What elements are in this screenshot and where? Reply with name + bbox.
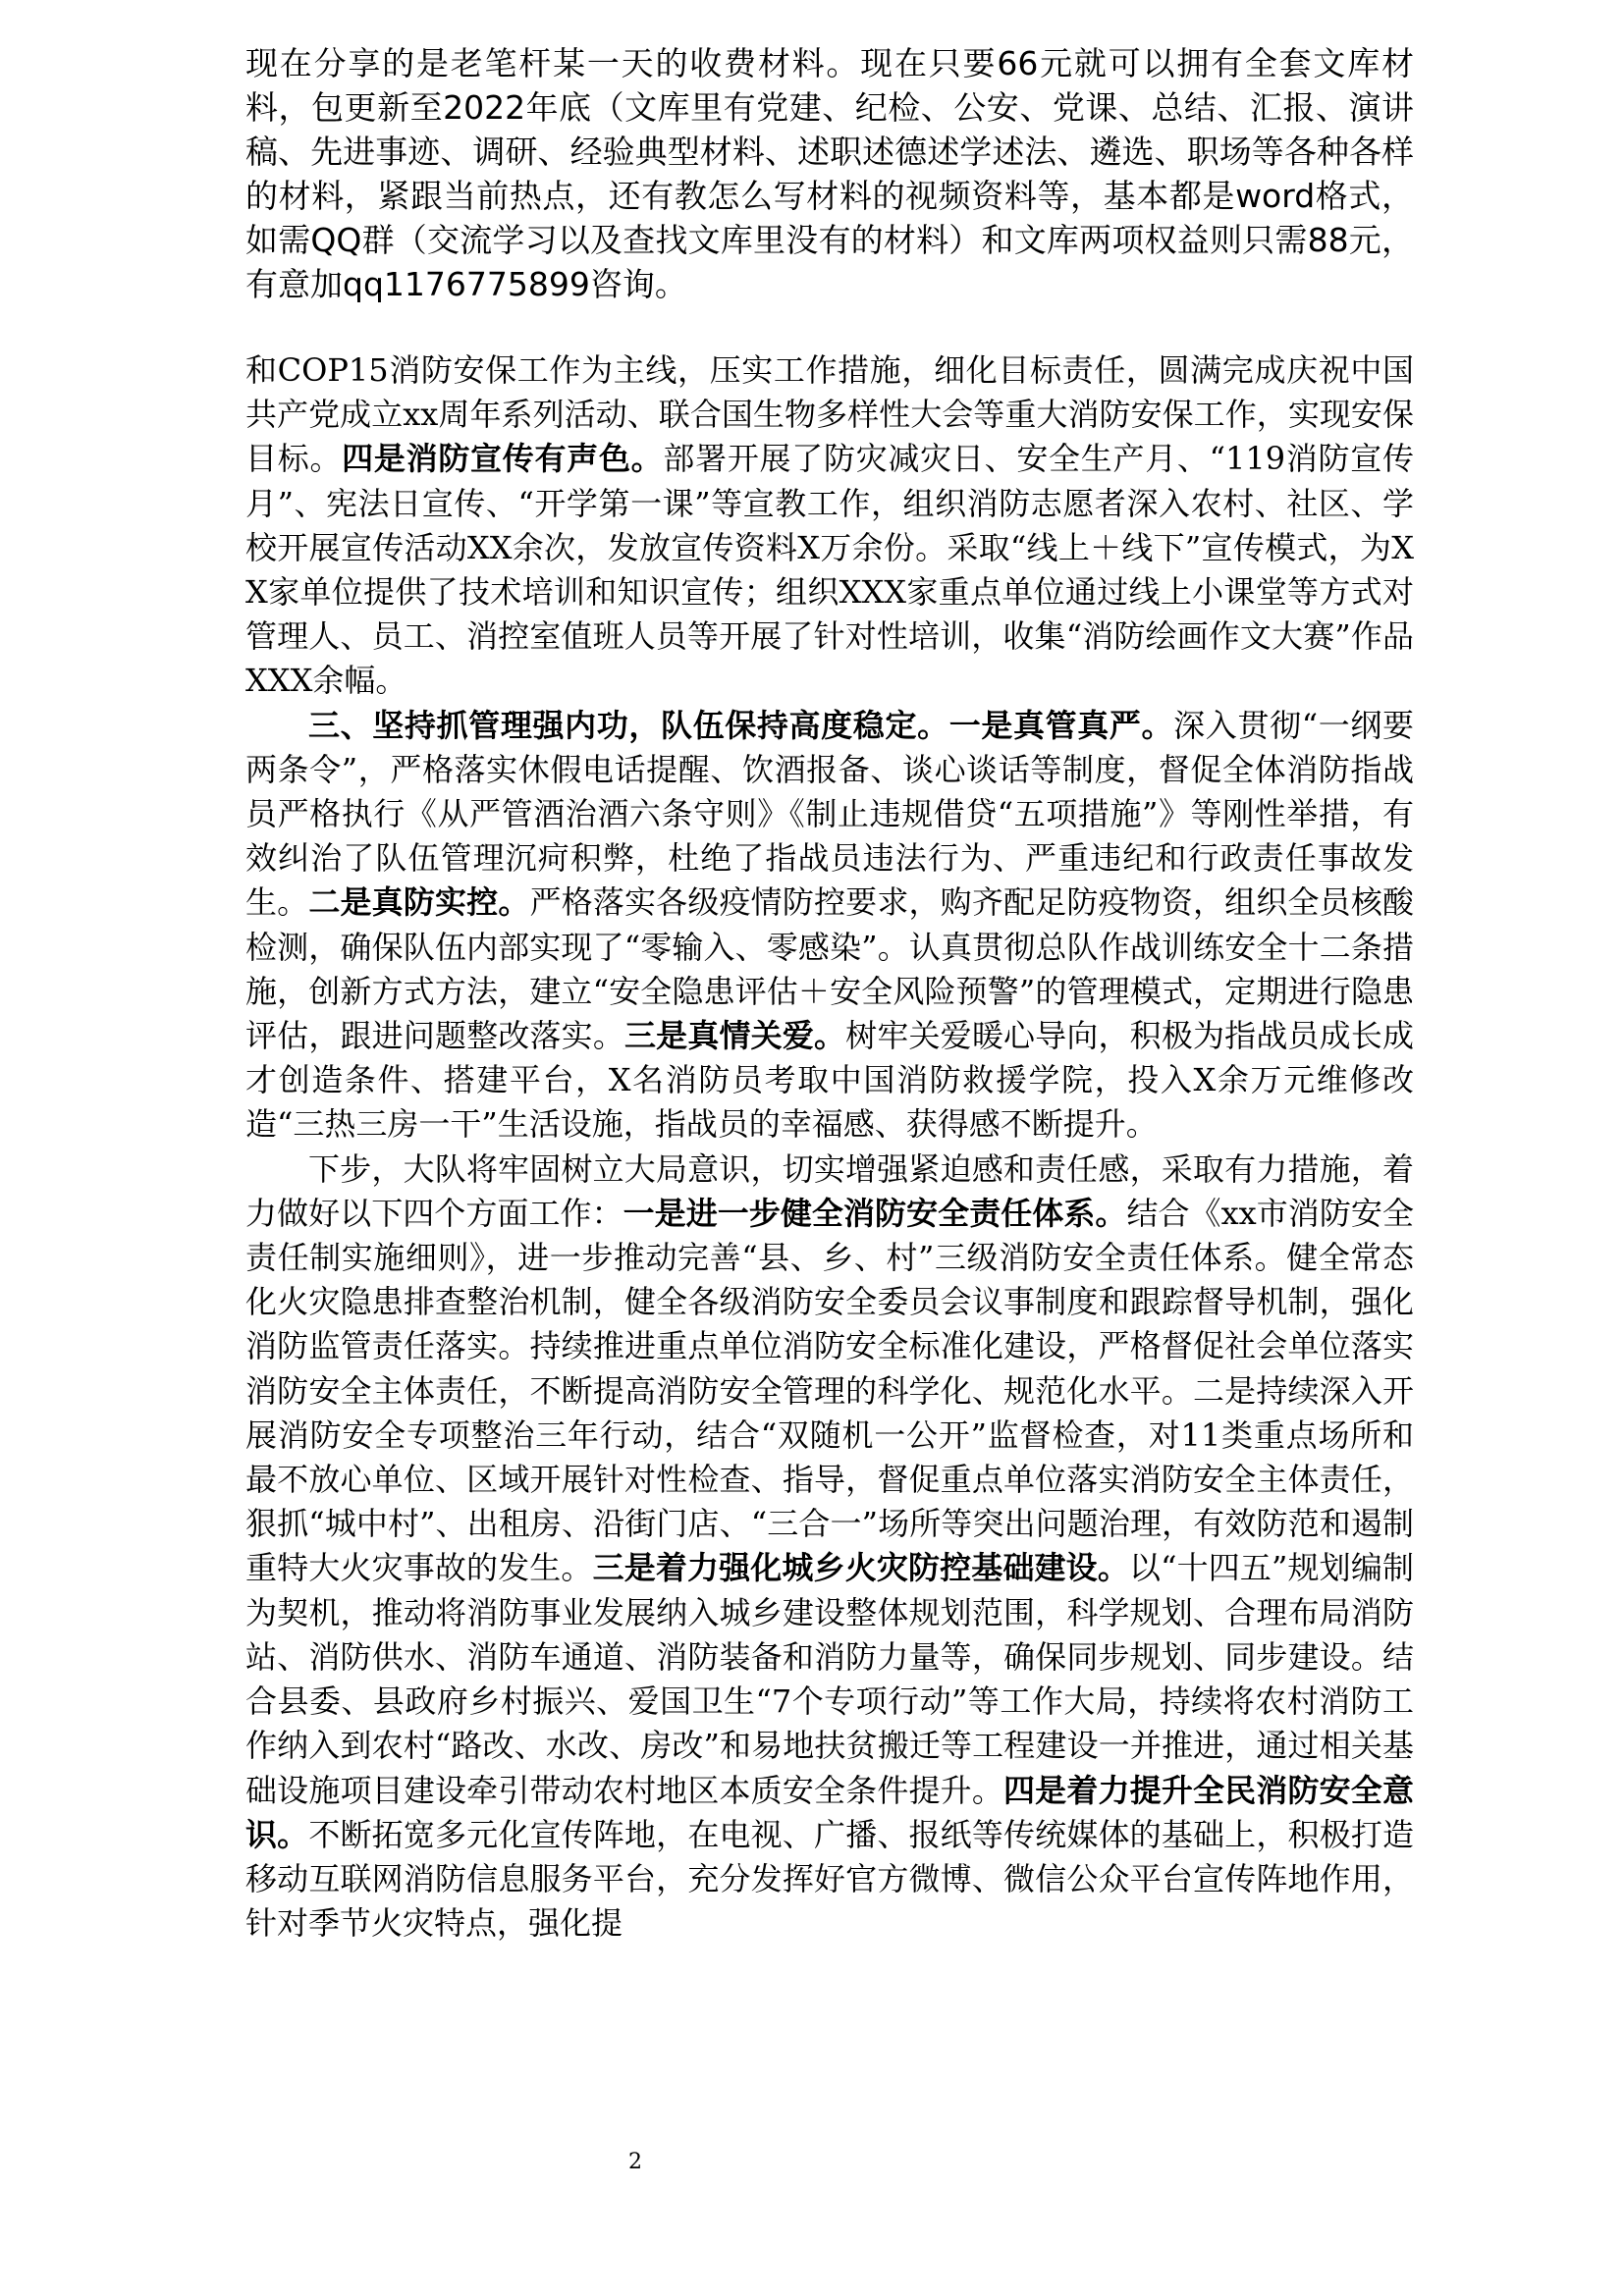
section-highlight: 四是着力提升全民消防安全意识。 [245,1771,1414,1853]
section-highlight: 一是进一步健全消防安全责任体系。 [623,1194,1127,1232]
paragraph-next-steps [245,1148,1414,1947]
paragraph-text: 和COP15消防安保工作为主线，压实工作措施，细化目标责任，圆满完成庆祝中国共产党成立xx周年系列活动、联合国生物多样性大会等重大消防安保工作，实现安保目标。 [245,351,1414,478]
paragraph-team-management [245,704,1414,1148]
section-highlight: 三是真情关爱。 [624,1017,846,1055]
section-highlight: 三是着力强化城乡火灾防控基础建设。 [592,1549,1129,1587]
paragraph-text: 严格落实各级疫情防控要求，购齐配足防疫物资，组织全员核酸检测，确保队伍内部实现了“零输入、零感染”。认真贯彻总队作战训练安全十二条措施，创新方式方法，建立“安全隐患评估＋安全风险预警”的管理模式，定期进行隐患评估，跟进问题整改落实。 [245,883,1414,1055]
page-number: 2 [628,2150,642,2174]
paragraph-text: 结合《xx市消防安全责任制实施细则》，进一步推动完善“县、乡、村”三级消防安全责任体系。健全常态化火灾隐患排查整治机制，健全各级消防安全委员会议事制度和跟踪督导机制，强化消防监管责任落实。持续推进重点单位消防安全标准化建设，严格督促社会单位落实消防安全主体责任，不断提高消防安全管理的科学化、规范化水平。二是持续深入开展消防安全专项整治三年行动，结合“双随机一公开”监督检查，对11类重点场所和最不放心单位、区域开展针对性检查、指导，督促重点单位落实消防安全主体责任，狠抓“城中村”、出租房、沿街门店、“三合一”场所等突出问题治理，有效防范和遏制重特大火灾事故的发生。 [245,1194,1414,1587]
paragraph-text: 不断拓宽多元化宣传阵地，在电视、广播、报纸等传统媒体的基础上，积极打造移动互联网消防信息服务平台，充分发挥好官方微博、微信公众平台宣传阵地作用，针对季节火灾特点，强化提 [245,1815,1414,1943]
paragraph-text: 深入贯彻“一纲要两条令”，严格落实休假电话提醒、饮酒报备、谈心谈话等制度，督促全体消防指战员严格执行《从严管酒治酒六条守则》《制止违规借贷“五项措施”》等刚性举措，有效纠治了队伍管理沉疴积弊，杜绝了指战员违法行为、严重违纪和行政责任事故发生。 [245,706,1414,922]
paragraph-text: 以“十四五”规划编制为契机，推动将消防事业发展纳入城乡建设整体规划范围，科学规划、合理布局消防站、消防供水、消防车通道、消防装备和消防力量等，确保同步规划、同步建设。结合县委、县政府乡村振兴、爱国卫生“7个专项行动”等工作大局，持续将农村消防工作纳入到农村“路改、水改、房改”和易地扶贫搬迁等工程建设一并推进，通过相关基础设施项目建设牵引带动农村地区本质安全条件提升。 [245,1549,1414,1809]
section-highlight: 四是消防宣传有声色。 [342,440,664,478]
section-highlight: 二是真防实控。 [308,883,530,922]
paragraph-text: 部署开展了防灾减灾日、安全生产月、“119消防宣传月”、宪法日宣传、“开学第一课”等宣教工作，组织消防志愿者深入农村、社区、学校开展宣传活动XX余次，发放宣传资料X万余份。采取“线上＋线下”宣传模式，为XX家单位提供了技术培训和知识宣传；组织XXX家重点单位通过线上小课堂等方式对管理人、员工、消控室值班人员等开展了针对性培训，收集“消防绘画作文大赛”作品XXX余幅。 [245,440,1414,700]
paragraph-security-and-publicity [245,348,1414,704]
promo-notice: 现在分享的是老笔杆某一天的收费材料。现在只要66元就可以拥有全套文库材料，包更新至2022年底（文库里有党建、纪检、公安、党课、总结、汇报、演讲稿、先进事迹、调研、经验典型材料、述职述德述学述法、遴选、职场等各种各样的材料，紧跟当前热点，还有教怎么写材料的视频资料等，基本都是word格式，如需QQ群（交流学习以及查找文库里没有的材料）和文库两项权益则只需88元，有意加qq1176775899咨询。 [245,44,1414,303]
paragraph-text: 树牢关爱暖心导向，积极为指战员成长成才创造条件、搭建平台，X名消防员考取中国消防救援学院，投入X余万元维修改造“三热三房一干”生活设施，指战员的幸福感、获得感不断提升。 [245,1017,1414,1144]
document-body [245,348,1414,1946]
section-heading: 三、坚持抓管理强内功，队伍保持高度稳定。一是真管真严。 [308,706,1174,744]
paragraph-text: 下步，大队将牢固树立大局意识，切实增强紧迫感和责任感，采取有力措施，着力做好以下四个方面工作： [245,1149,1414,1232]
